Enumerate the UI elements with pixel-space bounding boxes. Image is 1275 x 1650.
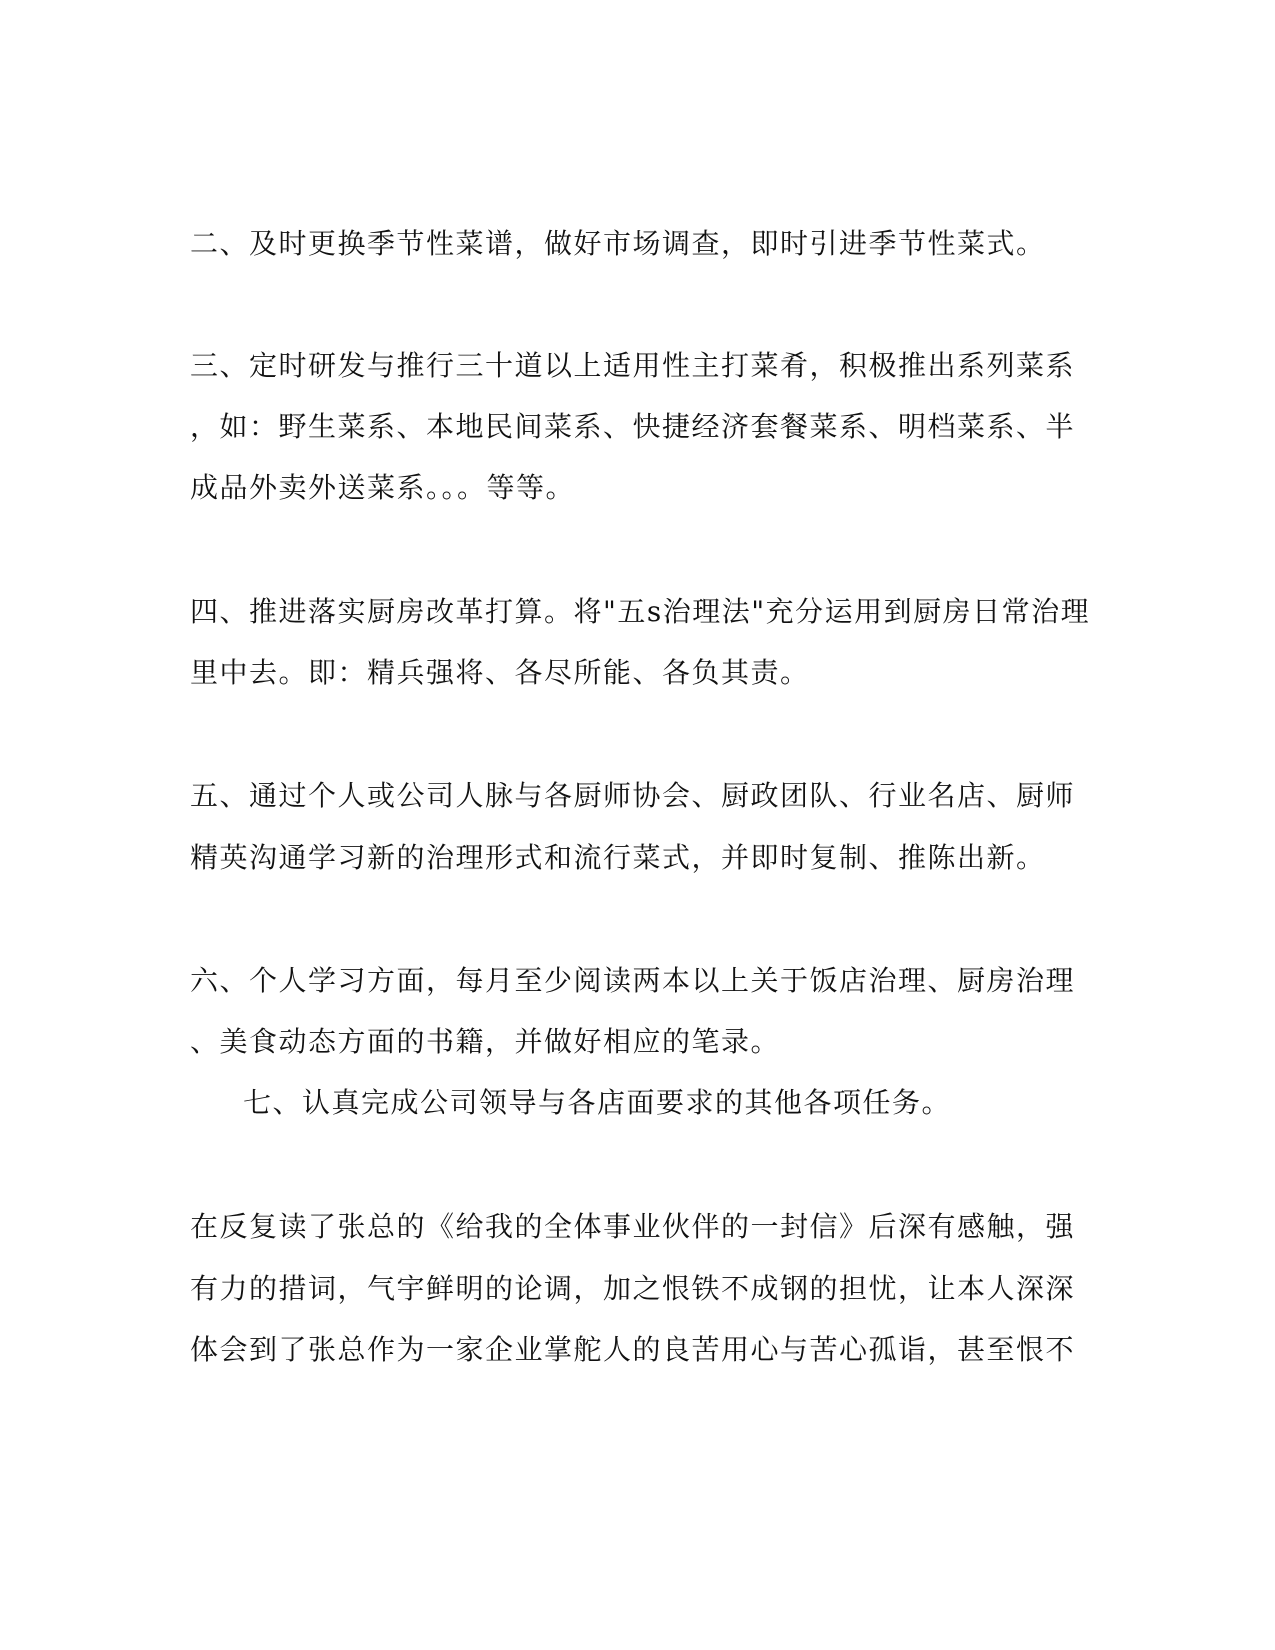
closing-paragraph-line-2: 有力的措词，气宇鲜明的论调，加之恨铁不成钢的担忧，让本人深深: [190, 1272, 1076, 1305]
item-6-line-2: 、美食动态方面的书籍，并做好相应的笔录。: [190, 1025, 781, 1058]
item-4-line-2: 里中去。即：精兵强将、各尽所能、各负其责。: [190, 656, 810, 689]
closing-paragraph-line-1: 在反复读了张总的《给我的全体事业伙伴的一封信》后深有感触，强: [190, 1210, 1076, 1243]
item-3-line-1: 三、定时研发与推行三十道以上适用性主打菜肴，积极推出系列菜系: [190, 349, 1076, 382]
item-5-line-1: 五、通过个人或公司人脉与各厨师协会、厨政团队、行业名店、厨师: [190, 779, 1076, 812]
item-4-line-1: 四、推进落实厨房改革打算。将"五s治理法"充分运用到厨房日常治理: [190, 595, 1091, 628]
item-5-line-2: 精英沟通学习新的治理形式和流行菜式，并即时复制、推陈出新。: [190, 841, 1046, 874]
item-3-line-3: 成品外卖外送菜系。。。等等。: [190, 471, 576, 504]
item-6-line-1: 六、个人学习方面，每月至少阅读两本以上关于饭店治理、厨房治理: [190, 964, 1076, 997]
item-7-line-1: 七、认真完成公司领导与各店面要求的其他各项任务。: [243, 1086, 952, 1119]
item-3-line-2: ，如：野生菜系、本地民间菜系、快捷经济套餐菜系、明档菜系、半: [190, 410, 1076, 443]
item-2-line-1: 二、及时更换季节性菜谱，做好市场调查，即时引进季节性菜式。: [190, 227, 1046, 260]
closing-paragraph-line-3: 体会到了张总作为一家企业掌舵人的良苦用心与苦心孤诣，甚至恨不: [190, 1333, 1076, 1366]
